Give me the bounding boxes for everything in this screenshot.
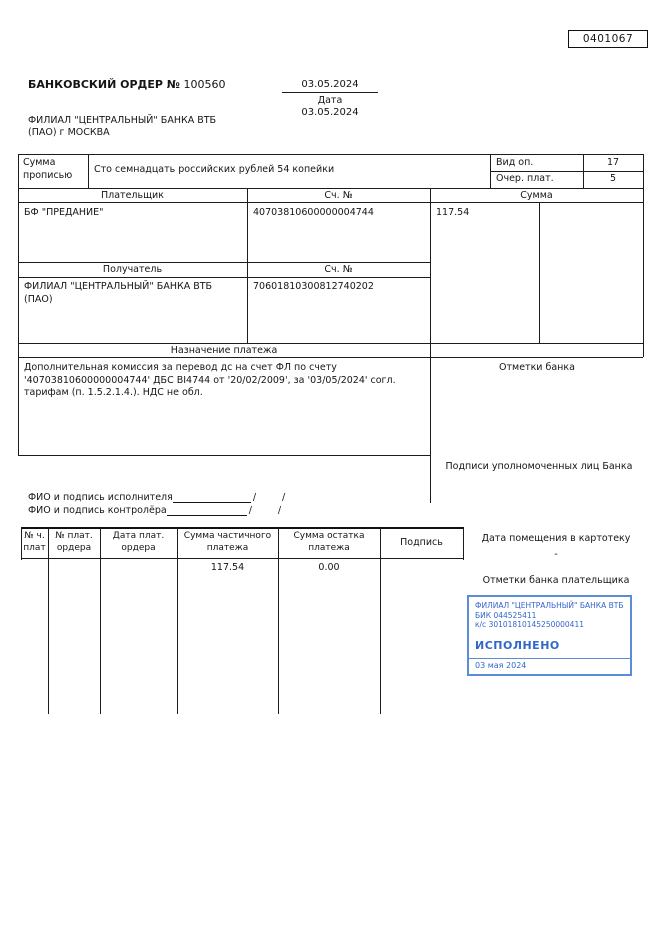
col-header-line: платежа [206,542,249,553]
stamp-status: ИСПОЛНЕНО [475,639,560,652]
stamp-bank-name [475,601,623,630]
controller-signature-label: ФИО и подпись контролёра [28,505,167,516]
controller-signature-row [28,505,281,516]
stamp-date: 03 мая 2024 [475,661,527,670]
col-header-line: Сумма остатка [293,531,365,541]
date-underline [282,92,378,93]
date-top: 03.05.2024 [301,79,359,90]
grid-line [48,527,49,714]
op-type-value: 17 [606,157,620,168]
executor-signature-label: ФИО и подпись исполнителя [28,492,173,503]
payee-name-line1: ФИЛИАЛ "ЦЕНТРАЛЬНЫЙ" БАНКА ВТБ [24,281,213,292]
form-code: 0401067 [582,33,634,45]
signature-separator: / [252,492,257,503]
stamp-corr-account: к/с 30101810145250000411 [475,620,584,629]
col-header-signature: Подпись [400,537,443,548]
remainder-amount-value: 0.00 [318,562,340,573]
grid-line [490,154,491,188]
grid-line [463,527,464,560]
amount-words-label [23,157,72,182]
executor-signature-row [28,492,285,503]
payer-header: Плательщик [101,190,164,201]
amount-words-value: Сто семнадцать российских рублей 54 копейки [94,164,335,175]
purpose-header: Назначение платежа [170,345,278,356]
col-header-line: ордера [121,542,156,553]
amount-words-label-line2: прописью [23,169,73,181]
priority-value: 5 [609,173,617,184]
grid-line [18,455,431,456]
payer-name: БФ "ПРЕДАНИЕ" [24,207,104,218]
col-header-line: Сумма частичного [183,531,272,541]
grid-line [18,262,430,263]
col-header-order-date [100,531,177,554]
stamp-bik: БИК 044525411 [475,610,537,620]
col-header-partial-amount [177,531,278,554]
authorized-signatures-label: Подписи уполномоченных лиц Банка [445,461,633,472]
amount-value: 117.54 [436,207,470,218]
payee-header: Получатель [102,264,163,275]
form-code-box [568,30,648,48]
amount-header: Сумма [520,190,553,201]
payer-account: 40703810600000004744 [253,207,374,218]
priority-label: Очер. плат. [496,173,554,184]
grid-line [21,558,463,559]
grid-line [539,202,540,343]
grid-line [21,527,463,529]
grid-line [18,154,643,155]
payer-account-header: Сч. № [324,190,353,201]
grid-line [18,343,643,344]
signature-line [167,505,247,516]
signature-separator: / [277,505,282,516]
grid-line [177,527,178,714]
col-header-order-number [48,531,100,554]
col-header-line: плат [23,542,46,553]
grid-line [18,277,430,278]
document-title [28,78,226,91]
order-number: 100560 [183,78,226,91]
grid-line [490,171,643,172]
date-value: 03.05.2024 [301,107,359,118]
grid-line [100,527,101,714]
grid-line [643,154,644,357]
partial-amount-value: 117.54 [210,562,245,573]
signature-separator: / [282,492,286,503]
date-label: Дата [317,95,343,106]
col-header-line: ордера [56,542,92,553]
col-header-line: № ч. [24,531,45,541]
col-header-remainder-amount [278,531,380,554]
payer-bank-marks-label: Отметки банка плательщика [482,575,630,586]
stamp-bank-line: ФИЛИАЛ "ЦЕНТРАЛЬНЫЙ" БАНКА ВТБ [475,601,624,610]
payee-name [24,281,212,306]
payee-account-header: Сч. № [324,264,353,275]
document-title-label: БАНКОВСКИЙ ОРДЕР № [28,78,180,91]
grid-line [278,527,279,714]
col-header-line: Дата плат. [112,531,165,541]
bank-stamp [467,595,632,676]
col-header-part-number [21,531,48,554]
bank-name-line2: (ПАО) г МОСКВА [28,127,110,138]
stamp-divider [469,658,630,659]
payee-name-line2: (ПАО) [24,293,53,305]
bank-marks-label: Отметки банка [499,362,575,373]
signature-separator: / [248,505,252,516]
signature-line [173,492,251,503]
bank-name-line1: ФИЛИАЛ "ЦЕНТРАЛЬНЫЙ" БАНКА ВТБ [28,115,217,126]
grid-line [380,527,381,714]
amount-words-label-line1: Сумма [23,157,56,168]
grid-line [88,154,89,188]
col-header-line: № плат. [55,531,93,541]
card-file-label: Дата помещения в картотеку [481,533,631,544]
card-file-value: - [554,549,558,560]
op-type-label: Вид оп. [496,157,534,168]
grid-line [18,188,643,189]
grid-line [430,188,431,503]
purpose-text: Дополнительная комиссия за перевод дс на счет ФЛ по счету '40703810600000004744' ДБС BI4744 от '20/02/2009', за '03/05/2024' согл. тарифам (п. 1.5.2.1.4.). НДС не обл. [24,362,396,398]
payee-account: 70601810300812740202 [253,281,374,292]
col-header-line: платежа [308,542,350,553]
